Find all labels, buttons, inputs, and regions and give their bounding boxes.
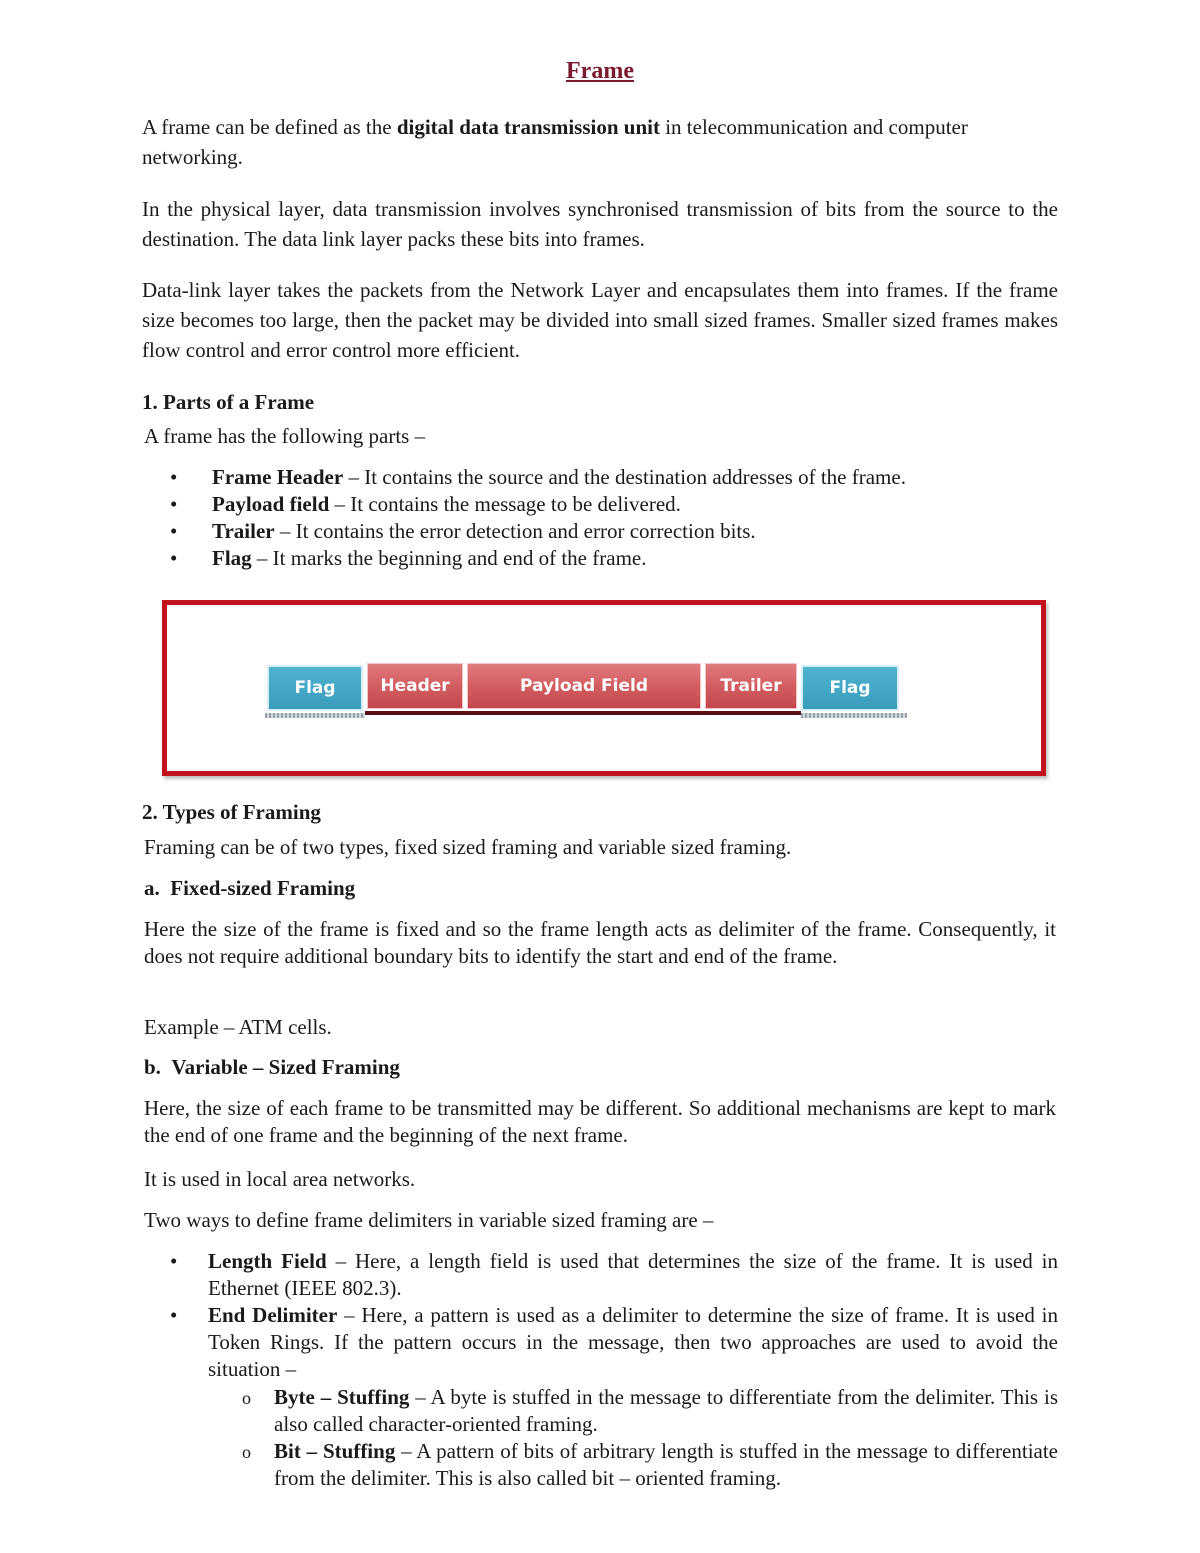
list-item (142, 491, 1058, 518)
list-item (142, 518, 1058, 545)
bullet-icon: • (170, 1303, 178, 1327)
section-2-heading: 2. Types of Framing (142, 800, 321, 824)
flag-start-segment: Flag (267, 665, 363, 711)
variable-framing-text: Here, the size of each frame to be transmitted may be different. So additional mechanisms are kept to mark the end of one frame and the beginning of the next frame. (144, 1096, 1056, 1147)
list-item (142, 464, 1058, 491)
delimiter-methods-list (142, 1248, 1058, 1383)
list-item-term: Trailer (212, 519, 275, 543)
fixed-framing-heading: a. Fixed-sized Framing (144, 876, 356, 900)
list-item-term: Length Field (208, 1249, 327, 1273)
variable-framing-heading: b. Variable – Sized Framing (144, 1055, 400, 1079)
list-item-term: Flag (212, 546, 252, 570)
intro-paragraph-1 (142, 112, 1058, 172)
stuffing-methods-list (242, 1384, 1058, 1492)
payload-segment: Payload Field (467, 663, 701, 709)
bullet-icon: • (170, 519, 178, 543)
list-item-text: – It marks the beginning and end of the frame. (251, 546, 647, 570)
intro-paragraph-3: Data-link layer takes the packets from the Network Layer and encapsulates them into frames. If the frame size becomes too large, then the packet may be divided into small sized frames. Smaller sized frames makes flow control and error control more efficient. (142, 278, 1058, 362)
list-item-text: – It contains the message to be delivered. (329, 492, 681, 516)
bullet-icon: • (170, 465, 178, 489)
page-title: Frame (566, 58, 634, 84)
circle-bullet-icon: o (242, 1442, 251, 1462)
header-segment: Header (367, 663, 463, 709)
section-1-heading: 1. Parts of a Frame (142, 390, 315, 414)
bullet-icon: • (170, 492, 178, 516)
circle-bullet-icon: o (242, 1388, 251, 1408)
fixed-framing-example: Example – ATM cells. (144, 1015, 332, 1039)
list-item (142, 545, 1058, 572)
list-item-term: End Delimiter (208, 1303, 338, 1327)
bullet-icon: • (170, 1249, 178, 1273)
list-item-term: Bit – Stuffing (274, 1439, 396, 1463)
flag-end-segment: Flag (801, 665, 899, 711)
intro-text-b: in telecommunication and computer networking. (142, 115, 968, 169)
trailer-segment: Trailer (705, 663, 797, 709)
list-item (242, 1384, 1058, 1438)
bullet-icon: • (170, 546, 178, 570)
bar-shadow (265, 713, 365, 718)
list-item-text: – It contains the source and the destination addresses of the frame. (343, 465, 906, 489)
section-2-lead: Framing can be of two types, fixed sized framing and variable sized framing. (144, 835, 792, 859)
variable-framing-lead: Two ways to define frame delimiters in variable sized framing are – (144, 1208, 714, 1232)
variable-framing-lan: It is used in local area networks. (144, 1167, 416, 1191)
frame-bar (265, 663, 907, 717)
section-1-lead: A frame has the following parts – (144, 424, 426, 448)
list-item-text: – It contains the error detection and error correction bits. (274, 519, 756, 543)
intro-bold-term: digital data transmission unit (396, 115, 660, 139)
fixed-framing-text: Here the size of the frame is fixed and so the frame length acts as delimiter of the frame. Consequently, it does not require additional boundary bits to identify the start and end of the frame. (144, 917, 1056, 968)
list-item (242, 1438, 1058, 1492)
list-item (142, 1302, 1058, 1383)
list-item (142, 1248, 1058, 1302)
list-item-text: – Here, a length field is used that determines the size of the frame. It is used in Ethernet (IEEE 802.3). (208, 1249, 1058, 1300)
bar-shadow (801, 713, 907, 718)
list-item-text: – Here, a pattern is used as a delimiter to determine the size of frame. It is used in Token Rings. If the pattern occurs in the message, then two approaches are used to avoid the situation – (208, 1303, 1058, 1381)
bar-underline (365, 711, 801, 715)
frame-structure-diagram (162, 600, 1046, 776)
intro-paragraph-2: In the physical layer, data transmission involves synchronised transmission of bits from the source to the destination. The data link layer packs these bits into frames. (142, 197, 1058, 251)
list-item-term: Frame Header (212, 465, 344, 489)
list-item-term: Byte – Stuffing (274, 1385, 410, 1409)
frame-parts-list (142, 464, 1058, 572)
list-item-text: – A byte is stuffed in the message to differentiate from the delimiter. This is also called character-oriented framing. (274, 1385, 1058, 1436)
list-item-term: Payload field (212, 492, 330, 516)
intro-text-a: A frame can be defined as the (142, 115, 397, 139)
list-item-text: – A pattern of bits of arbitrary length is stuffed in the message to differentiate from the delimiter. This is also called bit – oriented framing. (274, 1439, 1058, 1490)
